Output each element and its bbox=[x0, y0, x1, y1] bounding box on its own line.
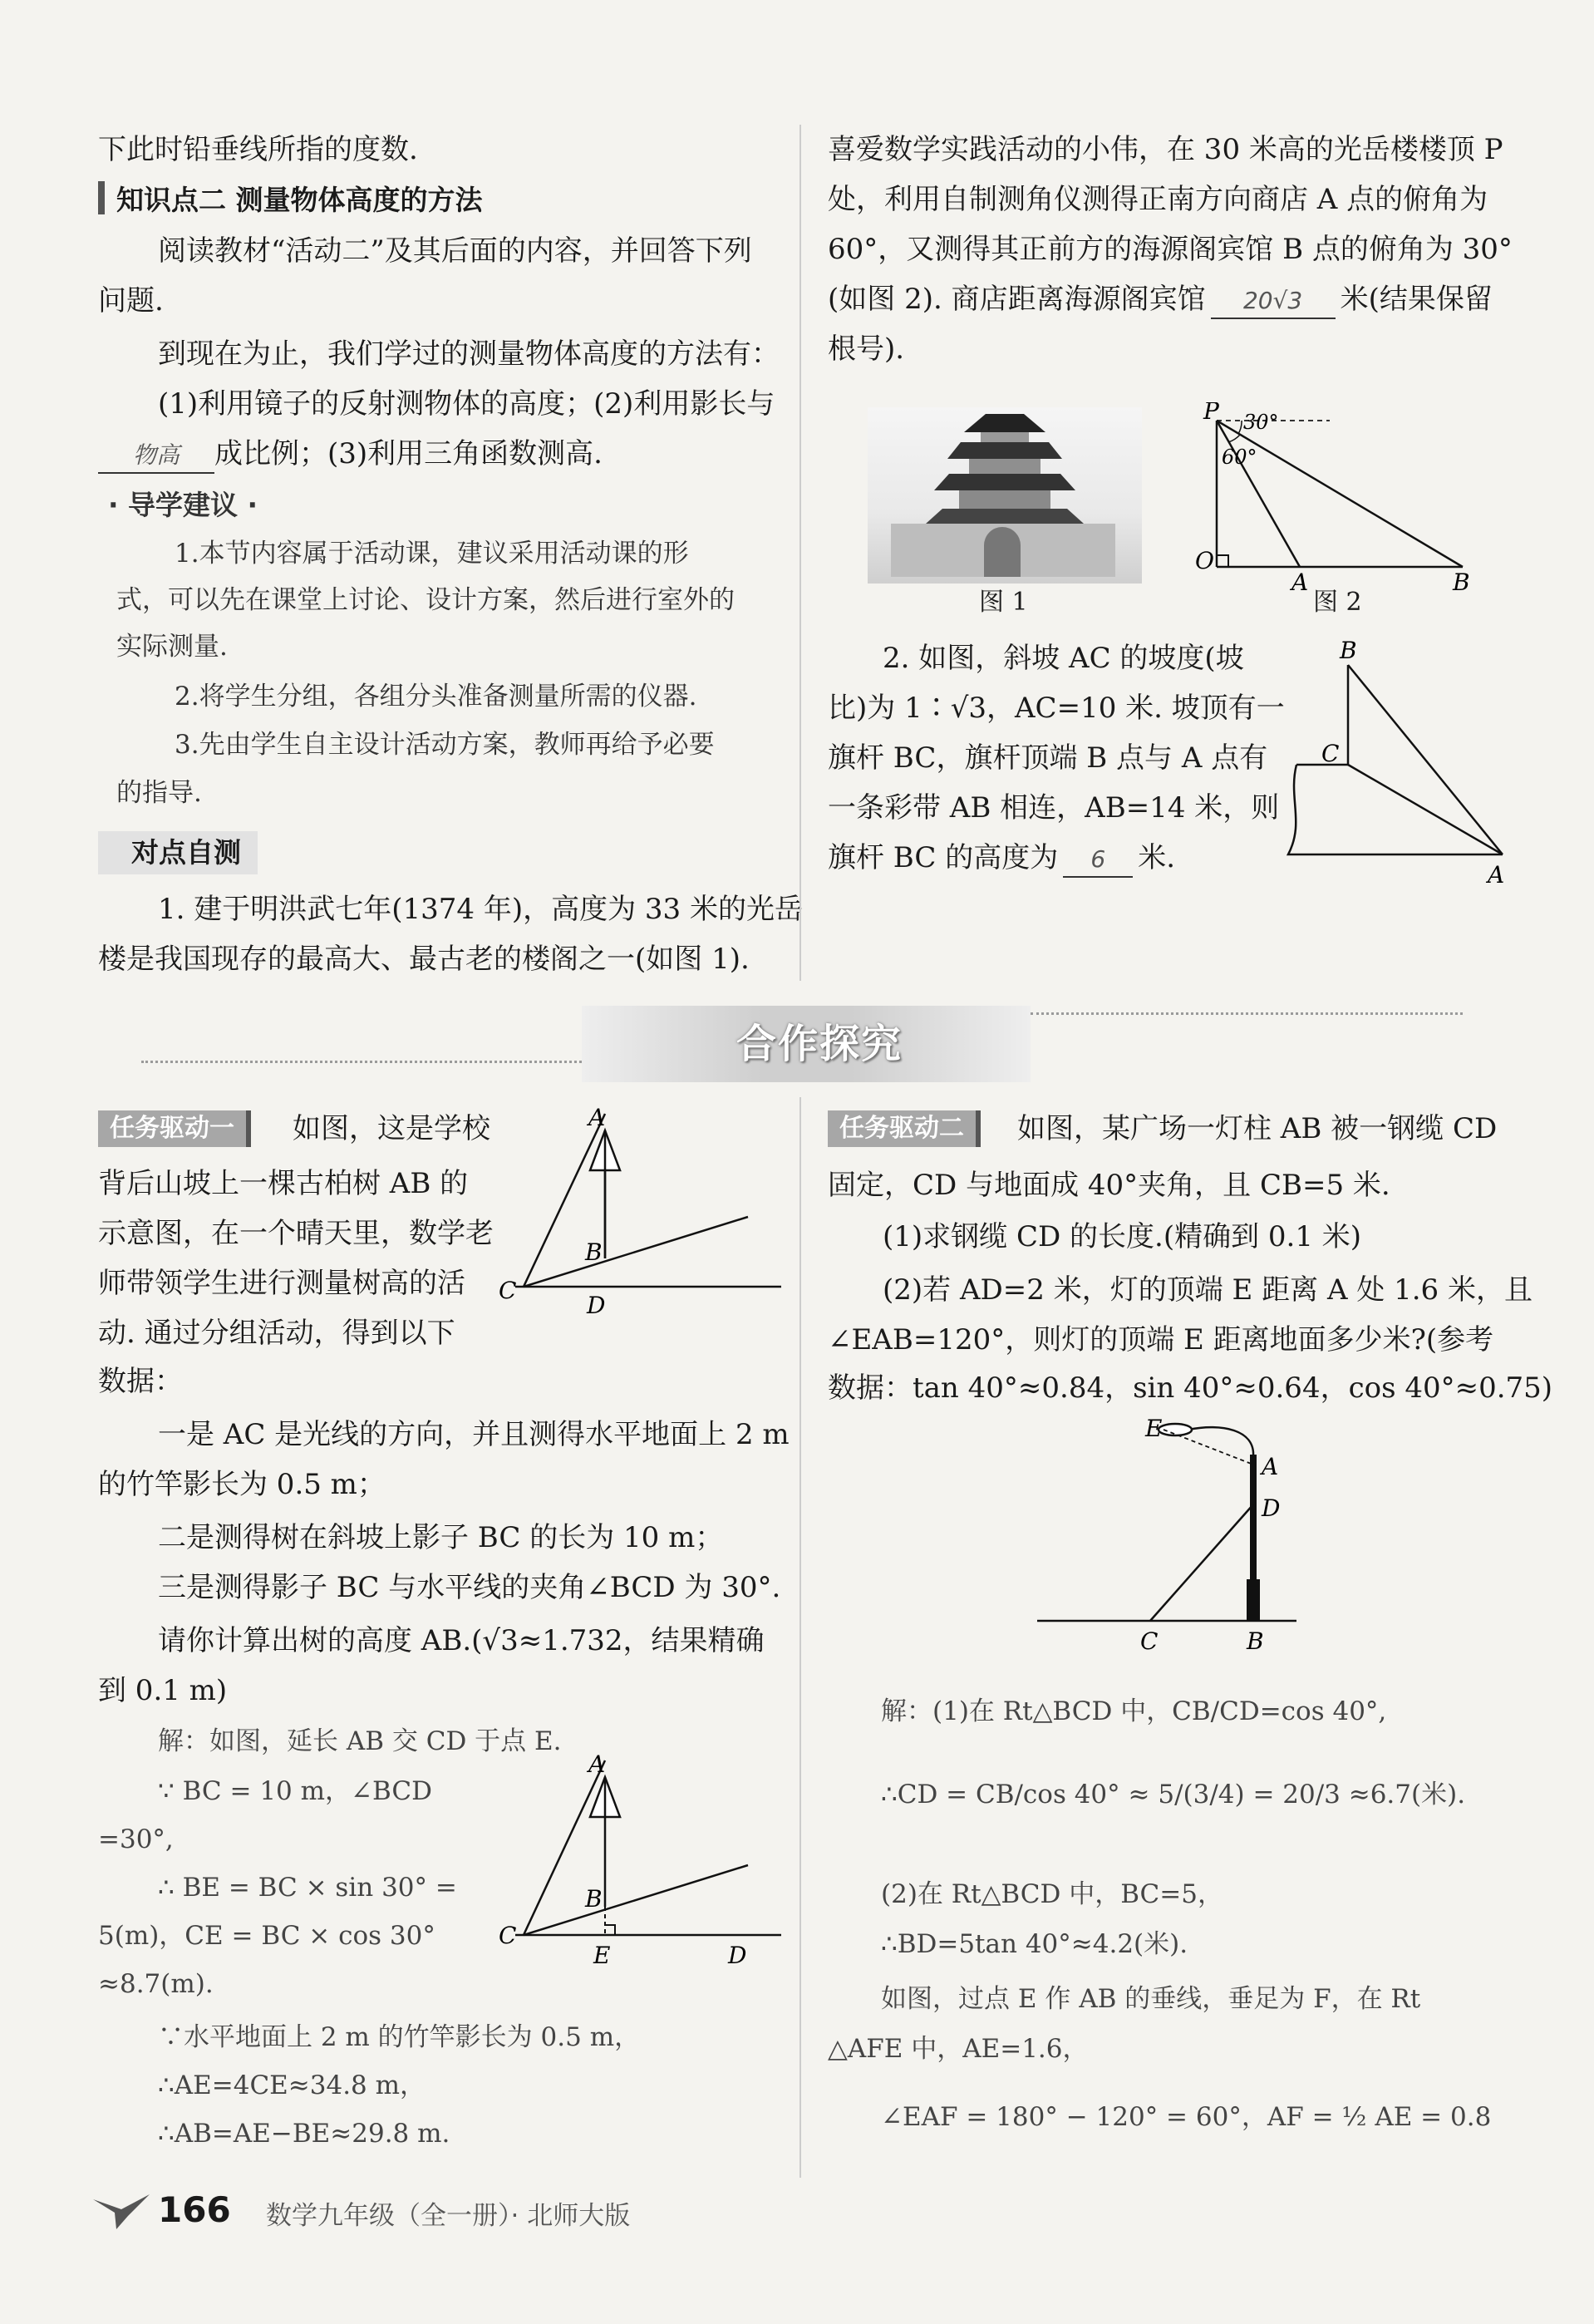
text-line: 楼是我国现存的最高大、最古老的楼阁之一(如图 1). bbox=[98, 943, 750, 976]
ribbon-AB bbox=[1348, 665, 1503, 854]
answer-blank: 20√3 bbox=[1211, 284, 1336, 319]
label-A: A bbox=[588, 1750, 606, 1778]
bird-logo-shape bbox=[93, 2194, 150, 2229]
banner-title: 合作探究 bbox=[736, 1021, 903, 1067]
label-B: B bbox=[585, 1885, 603, 1913]
label-A: A bbox=[1291, 569, 1309, 593]
text-line: 下此时铅垂线所指的度数. bbox=[98, 133, 418, 166]
label-A: A bbox=[1488, 861, 1505, 889]
answer-blank: 6 bbox=[1063, 843, 1133, 878]
solution-line: ≈8.7(m). bbox=[98, 1969, 214, 1999]
lamp-pole-base bbox=[1247, 1579, 1260, 1621]
label-D: D bbox=[587, 1292, 606, 1319]
text-span: 旗杆 BC 的高度为 bbox=[828, 841, 1059, 874]
slope-line bbox=[524, 1865, 748, 1935]
page-number: 166 bbox=[158, 2189, 231, 2230]
text-line: 2. 如图，斜坡 AC 的坡度(坡 bbox=[883, 642, 1244, 675]
solution-line: ∴ BE = BC × sin 30° = bbox=[158, 1873, 457, 1903]
label-D: D bbox=[728, 1942, 747, 1969]
label-C: C bbox=[499, 1277, 517, 1304]
self-test-header: 对点自测 bbox=[98, 831, 258, 874]
text-line: 的指导. bbox=[116, 778, 202, 808]
solution-line: =30°, bbox=[98, 1824, 174, 1854]
text-line: 1. 建于明洪武七年(1374 年)，高度为 33 米的光岳 bbox=[158, 893, 803, 926]
figure-tree-solution bbox=[499, 1750, 790, 1975]
text-line: 固定，CD 与地面成 40°夹角，且 CB=5 米. bbox=[828, 1169, 1390, 1202]
task-2-tag: 任务驱动二 bbox=[828, 1110, 981, 1147]
text-line: 二是测得树在斜坡上影子 BC 的长为 10 m； bbox=[158, 1521, 724, 1554]
solution-line: 5(m)，CE = BC × cos 30° bbox=[98, 1921, 435, 1951]
solution-line: ∴BD=5tan 40°≈4.2(米). bbox=[881, 1929, 1188, 1959]
pagoda-illustration bbox=[868, 407, 1142, 583]
text-line: 到现在为止，我们学过的测量物体高度的方法有： bbox=[158, 337, 780, 371]
section-header-kp2 bbox=[98, 176, 780, 219]
label-O: O bbox=[1195, 547, 1214, 574]
banner-divider-left bbox=[141, 1061, 582, 1063]
figure-1-photo bbox=[868, 407, 1142, 583]
solution-line: ∴AE=4CE≈34.8 m， bbox=[158, 2070, 426, 2100]
column-divider bbox=[799, 125, 801, 981]
answer-blank: 物高 bbox=[98, 439, 214, 474]
text-span: 成比例；(3)利用三角函数测高. bbox=[214, 437, 603, 470]
text-line: 数据：tan 40°≈0.84，sin 40°≈0.64，cos 40°≈0.75) bbox=[828, 1371, 1553, 1405]
text-line: 一是 AC 是光线的方向，并且测得水平地面上 2 m bbox=[158, 1418, 790, 1451]
task-1-tag: 任务驱动一 bbox=[98, 1110, 251, 1147]
solution-line: (2)在 Rt△BCD 中，BC=5， bbox=[881, 1879, 1223, 1909]
text-line: 动. 通过分组活动，得到以下 bbox=[98, 1317, 455, 1350]
text-line: 式，可以先在课堂上讨论、设计方案，然后进行室外的 bbox=[116, 585, 735, 615]
label-B: B bbox=[1340, 640, 1357, 664]
text-line: 如图，某广场一灯柱 AB 被一钢缆 CD bbox=[1017, 1112, 1498, 1145]
text-line bbox=[98, 429, 603, 479]
section-title: 知识点二 测量物体高度的方法 bbox=[116, 183, 483, 216]
roof-3 bbox=[947, 442, 1062, 459]
text-line bbox=[828, 833, 1175, 883]
text-line: 三是测得影子 BC 与水平线的夹角∠BCD 为 30°. bbox=[158, 1571, 781, 1604]
label-B: B bbox=[1247, 1627, 1264, 1655]
text-line: 1.本节内容属于活动课，建议采用活动课的形 bbox=[175, 539, 689, 569]
label-angle-60: 60° bbox=[1222, 446, 1257, 469]
section-bar bbox=[98, 181, 105, 214]
text-span: 米(结果保留 bbox=[1340, 283, 1493, 316]
figure-lamp-post bbox=[1031, 1413, 1313, 1662]
solution-line: 解：(1)在 Rt△BCD 中，CB/CD=cos 40°, bbox=[881, 1696, 1387, 1726]
roof-4 bbox=[964, 414, 1045, 432]
text-span: 米. bbox=[1138, 841, 1176, 874]
solution-line: ∴AB=AE−BE≈29.8 m. bbox=[158, 2119, 450, 2149]
label-P: P bbox=[1203, 402, 1219, 425]
label-C: C bbox=[1140, 1627, 1159, 1655]
cable-CD bbox=[1150, 1504, 1253, 1621]
text-span: (如图 2). 商店距离海源阁宾馆 bbox=[828, 283, 1206, 316]
text-line: ∠EAB=120°，则灯的顶端 E 距离地面多少米?(参考 bbox=[828, 1323, 1494, 1356]
label-A: A bbox=[588, 1105, 606, 1131]
text-line: 数据： bbox=[98, 1365, 183, 1398]
solution-line: ∴CD = CB/cos 40° ≈ 5/(3/4) = 20/3 ≈6.7(米). bbox=[881, 1780, 1466, 1809]
text-line: 问题. bbox=[98, 284, 164, 318]
footer-book-title: 数学九年级（全一册）· 北师大版 bbox=[266, 2201, 631, 2231]
label-E: E bbox=[593, 1942, 611, 1969]
figure-1-caption: 图 1 bbox=[979, 588, 1028, 617]
text-line: 60°，又测得其正前方的海源阁宾馆 B 点的俯角为 30° bbox=[828, 233, 1513, 266]
text-line: 3.先由学生自主设计活动方案，教师再给予必要 bbox=[175, 730, 715, 760]
text-line: 请你计算出树的高度 AB.(√3≈1.732，结果精确 bbox=[158, 1624, 765, 1657]
text-line: (2)若 AD=2 米，灯的顶端 E 距离 A 处 1.6 米，且 bbox=[883, 1273, 1533, 1307]
text-line: (1)求钢缆 CD 的长度.(精确到 0.1 米) bbox=[883, 1220, 1362, 1253]
text-line: 师带领学生进行测量树高的活 bbox=[98, 1267, 465, 1300]
solution-line: △AFE 中，AE=1.6， bbox=[828, 2034, 1089, 2064]
banner-divider-right bbox=[1031, 1012, 1463, 1015]
angle-arc-30 bbox=[1238, 421, 1242, 434]
slope-AC bbox=[1348, 765, 1503, 854]
label-B: B bbox=[585, 1238, 603, 1266]
label-D: D bbox=[1262, 1494, 1281, 1522]
sight-line-PB bbox=[1217, 421, 1463, 567]
text-line: 实际测量. bbox=[116, 632, 228, 662]
text-line: 比)为 1∶√3，AC=10 米. 坡顶有一 bbox=[828, 692, 1285, 725]
guide-title: · 导学建议 · bbox=[108, 489, 258, 521]
right-angle-mark bbox=[605, 1925, 615, 1935]
text-line: (1)利用镜子的反射测物体的高度；(2)利用影长与 bbox=[158, 387, 775, 421]
figure-2-diagram bbox=[1188, 402, 1488, 593]
solution-line: 解：如图，延长 AB 交 CD 于点 E. bbox=[158, 1726, 562, 1756]
text-line: 喜爱数学实践活动的小伟，在 30 米高的光岳楼楼顶 P bbox=[828, 133, 1503, 166]
text-line: 旗杆 BC，旗杆顶端 B 点与 A 点有 bbox=[828, 741, 1268, 775]
ground-outline bbox=[1288, 765, 1503, 854]
solution-line: ∵ BC = 10 m，∠BCD bbox=[158, 1776, 432, 1806]
text-line bbox=[828, 274, 1493, 324]
text-line: 示意图，在一个晴天里，数学老 bbox=[98, 1217, 494, 1250]
text-line: 如图，这是学校 bbox=[293, 1112, 490, 1145]
label-angle-30: 30° bbox=[1243, 411, 1279, 434]
roof-2 bbox=[934, 474, 1075, 490]
column-divider bbox=[799, 1097, 801, 2178]
label-B: B bbox=[1453, 569, 1470, 593]
text-line: 到 0.1 m) bbox=[98, 1674, 228, 1707]
right-angle-mark bbox=[1217, 555, 1228, 567]
solution-line: ∠EAF = 180° − 120° = 60°，AF = ½ AE = 0.8 bbox=[881, 2102, 1492, 2132]
label-A: A bbox=[1262, 1453, 1279, 1480]
slope-line bbox=[524, 1217, 748, 1287]
text-line: 背后山坡上一棵古柏树 AB 的 bbox=[98, 1167, 469, 1200]
label-C: C bbox=[499, 1922, 517, 1949]
figure-tree-slope bbox=[499, 1105, 790, 1322]
solution-line: ∵水平地面上 2 m 的竹竿影长为 0.5 m， bbox=[158, 2022, 641, 2052]
text-line: 阅读教材“活动二”及其后面的内容，并回答下列 bbox=[158, 234, 752, 268]
text-line: 2.将学生分组，各组分头准备测量所需的仪器. bbox=[175, 682, 697, 711]
figure-2-caption: 图 2 bbox=[1313, 588, 1362, 617]
angle-arc-60 bbox=[1228, 435, 1240, 442]
text-line: 的竹竿影长为 0.5 m； bbox=[98, 1468, 386, 1501]
figure-slope-flagpole bbox=[1280, 640, 1521, 889]
gate-arch bbox=[984, 527, 1021, 577]
text-line: 一条彩带 AB 相连，AB=14 米，则 bbox=[828, 791, 1280, 825]
text-line: 根号). bbox=[828, 332, 905, 366]
solution-line: 如图，过点 E 作 AB 的垂线，垂足为 F，在 Rt bbox=[881, 1984, 1421, 2014]
roof-1 bbox=[926, 509, 1084, 524]
bird-logo-icon bbox=[91, 2191, 151, 2231]
text-line: 处，利用自制测角仪测得正南方向商店 A 点的俯角为 bbox=[828, 183, 1488, 216]
label-C: C bbox=[1321, 740, 1340, 767]
label-E: E bbox=[1145, 1415, 1163, 1442]
